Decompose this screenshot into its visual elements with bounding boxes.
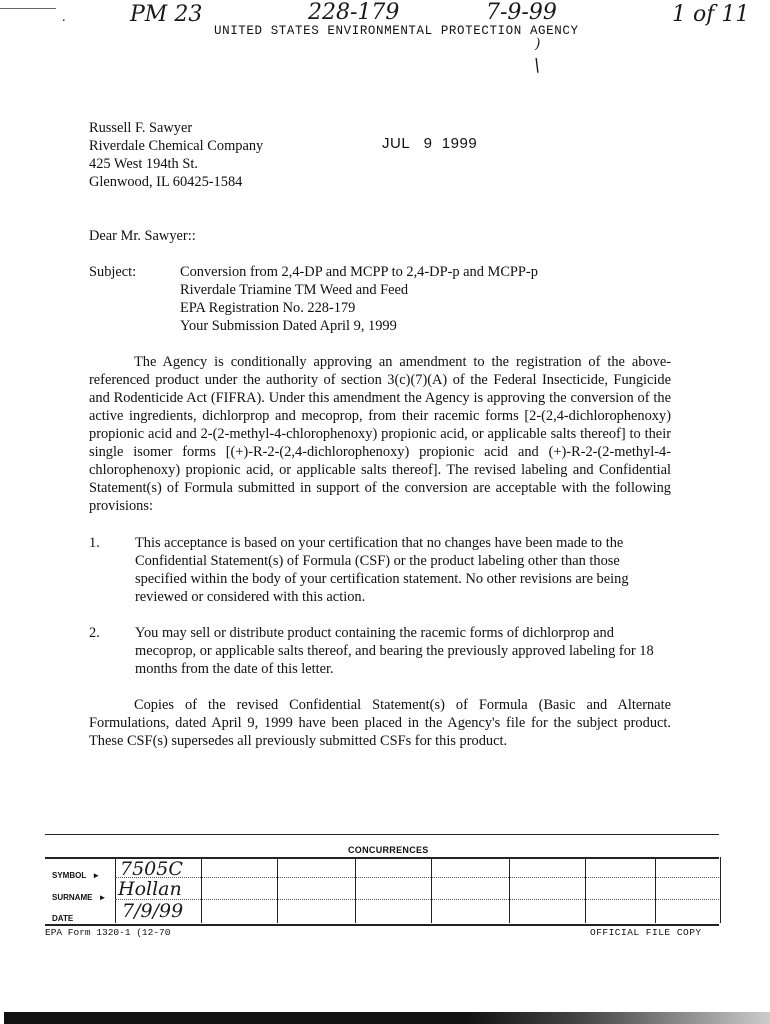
concurrence-column bbox=[277, 857, 356, 923]
concurrence-column bbox=[585, 857, 656, 923]
handwritten-surname: Hollan bbox=[118, 878, 182, 900]
concurrence-column bbox=[201, 857, 278, 923]
top-left-rule bbox=[0, 8, 56, 9]
handwritten-date: 7-9-99 bbox=[486, 0, 557, 25]
concurrence-column bbox=[509, 857, 586, 923]
body-paragraph: The Agency is conditionally approving an amendment to the registration of the above-referenced product under the authority of section 3(c)(7)(A) of the Federal Insecticide, Fungicide and Rodenticide Act (FIFRA). Under this amendment the Agency is approving the conversion of the active ingredients, dichlorprop and mecoprop, from their racemic forms [2-(2,4-dichlorophenoxy) propionic acid and 2-(2-methyl-4-chlorophenoxy) propionic acid, or applicable salts thereof] to their single isomer forms [(+)-R-2-(2,4-dichlorophenoxy) propionic acid and (+)-R-2-(2-methyl-4-chlorophenoxy) propionic acid, or applicable salts thereof]. The revised labeling and Confidential Statement(s) of Formula submitted in support of the conversion are acceptable with the following provisions: bbox=[89, 354, 671, 514]
concurrences-bottom-rule bbox=[45, 924, 719, 926]
provision-text: You may sell or distribute product containing the racemic forms of dichlorprop and mecoprop, or applicable salts thereof, and bearing the previously approved labeling for 18 months from the date of this letter. bbox=[135, 625, 654, 677]
handwritten-mark: ) bbox=[535, 36, 541, 52]
agency-header: UNITED STATES ENVIRONMENTAL PROTECTION AGENCY bbox=[214, 24, 579, 38]
subject-line: Conversion from 2,4-DP and MCPP to 2,4-DP-p and MCPP-p bbox=[180, 264, 538, 280]
address-line: 425 West 194th St. bbox=[89, 156, 198, 172]
official-file-copy: OFFICIAL FILE COPY bbox=[590, 927, 702, 938]
salutation: Dear Mr. Sawyer:: bbox=[89, 228, 196, 244]
row-label-date bbox=[52, 914, 79, 923]
body-paragraph: Copies of the revised Confidential Statement(s) of Formula (Basic and Alternate Formulations, dated April 9, 1999 have been placed in the Agency's file for the subject product. These CSF(s) supersedes all previously submitted CSFs for this product. bbox=[89, 697, 671, 749]
handwritten-pm-number: PM 23 bbox=[130, 2, 203, 27]
subject-line: Riverdale Triamine TM Weed and Feed bbox=[180, 282, 409, 298]
form-identifier: EPA Form 1320-1 (12-70 bbox=[45, 927, 171, 938]
row-label-text: DATE bbox=[52, 914, 74, 923]
recipient-address bbox=[89, 119, 263, 191]
address-line: Glenwood, IL 60425-1584 bbox=[89, 174, 243, 190]
stamped-date: JUL 9 1999 bbox=[382, 135, 478, 152]
arrow-icon: ► bbox=[92, 871, 101, 880]
concurrences-title: CONCURRENCES bbox=[348, 845, 429, 855]
provision-number: 2. bbox=[89, 625, 100, 641]
handwritten-page-count: 1 of 11 bbox=[672, 2, 750, 27]
row-label-symbol bbox=[52, 871, 100, 880]
concurrence-column bbox=[431, 857, 510, 923]
concurrence-column bbox=[655, 857, 721, 923]
subject-block bbox=[180, 263, 538, 335]
address-line: Russell F. Sawyer bbox=[89, 120, 193, 136]
row-divider bbox=[115, 877, 719, 878]
concurrence-grid bbox=[115, 857, 719, 923]
row-label-text: SYMBOL bbox=[52, 871, 87, 880]
arrow-icon: ► bbox=[98, 893, 107, 902]
row-label-text: SURNAME bbox=[52, 893, 93, 902]
row-label-surname bbox=[52, 893, 106, 902]
subject-label: Subject: bbox=[89, 264, 137, 280]
row-divider bbox=[115, 899, 719, 900]
stray-dot: . bbox=[62, 10, 66, 25]
subject-line: Your Submission Dated April 9, 1999 bbox=[180, 318, 397, 334]
provision-text: This acceptance is based on your certification that no changes have been made to the Confidential Statement(s) of Formula (CSF) or the product labeling other than those specified within the body of your certification statement. No other revisions are being reviewed or considered with this action. bbox=[135, 535, 629, 605]
address-line: Riverdale Chemical Company bbox=[89, 138, 264, 154]
provision-number: 1. bbox=[89, 535, 100, 551]
scan-edge-bar bbox=[4, 1012, 770, 1024]
concurrence-column bbox=[355, 857, 432, 923]
concurrences-top-rule bbox=[45, 834, 719, 835]
subject-line: EPA Registration No. 228-179 bbox=[180, 300, 356, 316]
handwritten-symbol: 7505C bbox=[120, 858, 183, 880]
handwritten-mark: \ bbox=[534, 55, 541, 76]
handwritten-concurrence-date: 7/9/99 bbox=[122, 900, 184, 922]
handwritten-registration: 228-179 bbox=[308, 0, 400, 25]
